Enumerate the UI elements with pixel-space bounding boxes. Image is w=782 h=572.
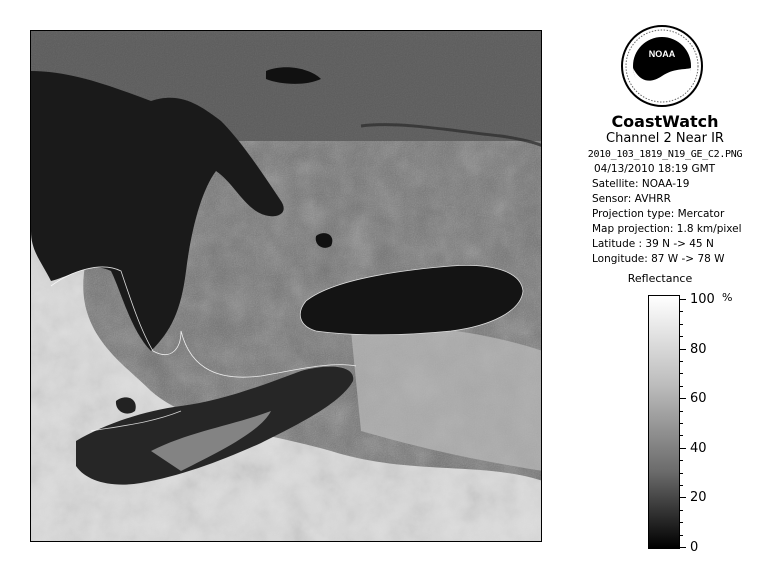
satellite-image [30, 30, 542, 542]
colorbar-minor-tick [680, 373, 683, 374]
colorbar-minor-tick [680, 485, 683, 486]
colorbar-minor-tick [680, 411, 683, 412]
noaa-logo [620, 24, 704, 108]
logo-center-text: NOAA [648, 49, 676, 59]
colorbar-minor-tick [680, 522, 683, 523]
colorbar-tick [680, 448, 686, 449]
colorbar-minor-tick [680, 423, 683, 424]
longitude-range: Longitude: 87 W -> 78 W [592, 253, 725, 265]
colorbar-minor-tick [680, 473, 683, 474]
satellite-info: Satellite: NOAA-19 [592, 178, 690, 190]
image-filename: 2010_103_1819_N19_GE_C2.PNG [587, 149, 743, 160]
colorbar-tick [680, 398, 686, 399]
scale-unit: % [722, 291, 733, 304]
scale-title: Reflectance [627, 272, 693, 285]
colorbar-tick [680, 349, 686, 350]
colorbar-minor-tick [680, 435, 683, 436]
reflectance-colorbar [648, 295, 680, 549]
colorbar-tick-label: 40 [690, 440, 707, 456]
colorbar-tick [680, 497, 686, 498]
product-title: CoastWatch [611, 112, 719, 131]
map-projection: Map projection: 1.8 km/pixel [592, 223, 742, 235]
colorbar-minor-tick [680, 510, 683, 511]
sensor-info: Sensor: AVHRR [592, 193, 671, 205]
colorbar-tick-label: 80 [690, 341, 707, 357]
colorbar-tick [680, 299, 686, 300]
projection-type: Projection type: Mercator [592, 208, 725, 220]
colorbar-tick [680, 547, 686, 548]
colorbar-tick-label: 100 [690, 292, 715, 307]
colorbar-minor-tick [680, 361, 683, 362]
colorbar-tick-label: 0 [690, 540, 699, 555]
colorbar-minor-tick [680, 460, 683, 461]
acquisition-datetime: 04/13/2010 18:19 GMT [594, 163, 716, 175]
colorbar-minor-tick [680, 535, 683, 536]
colorbar-tick-label: 60 [690, 391, 707, 407]
latitude-range: Latitude : 39 N -> 45 N [592, 238, 714, 250]
colorbar-tick-label: 20 [690, 490, 707, 506]
colorbar-minor-tick [680, 324, 683, 325]
colorbar-minor-tick [680, 386, 683, 387]
noaa-seal [620, 24, 704, 108]
colorbar-minor-tick [680, 311, 683, 312]
colorbar-minor-tick [680, 336, 683, 337]
metadata-block [592, 162, 777, 267]
channel-subtitle: Channel 2 Near IR [606, 131, 724, 146]
satellite-image-render [31, 31, 542, 542]
